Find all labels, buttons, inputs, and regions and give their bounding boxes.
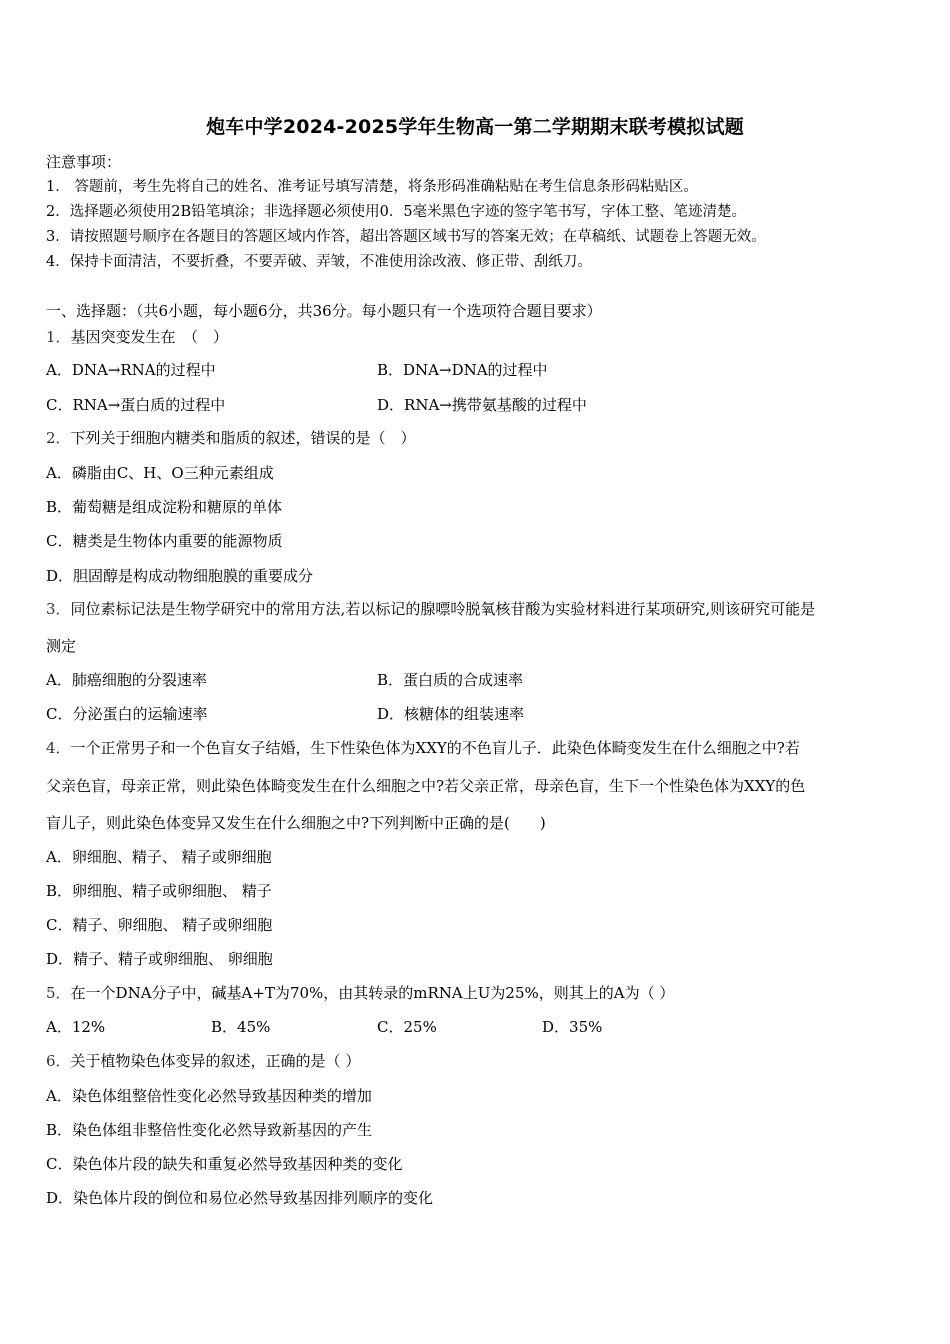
notice-item: 2．选择题必须使用2B铅笔填涂；非选择题必须使用0．5毫米黑色字迹的签字笔书写，字体工整、笔迹清楚。 <box>46 204 747 220</box>
question-text-continued: 盲儿子，则此染色体变异又发生在什么细胞之中?下列判断中正确的是( ) <box>46 814 546 832</box>
page-title: 炮车中学2024-2025学年生物高一第二学期期末联考模拟试题 <box>206 116 744 138</box>
question-number: 2． <box>46 429 71 447</box>
question-text-continued: 父亲色盲，母亲正常，则此染色体畸变发生在什么细胞之中?若父亲正常，母亲色盲，生下一个性染色体为XXY的色 <box>46 777 806 795</box>
question-text-continued: 测定 <box>46 637 77 655</box>
question-6-stem <box>46 1051 360 1071</box>
question-number: 4． <box>46 739 71 757</box>
option-a: A．染色体组整倍性变化必然导致基因种类的增加 <box>46 1087 372 1105</box>
option-d: D．精子、精子或卵细胞、 卵细胞 <box>46 950 273 968</box>
option-c: C．RNA→蛋白质的过程中 <box>46 396 226 414</box>
question-4-stem <box>46 738 800 758</box>
notice-item: 3．请按照题号顺序在各题目的答题区域内作答，超出答题区域书写的答案无效；在草稿纸、试题卷上答题无效。 <box>46 229 766 245</box>
question-number: 1． <box>46 328 71 346</box>
question-number: 3． <box>46 600 71 618</box>
option-d: D．35% <box>542 1018 603 1036</box>
option-b: B．DNA→DNA的过程中 <box>377 361 548 379</box>
option-a: A．卵细胞、精子、 精子或卵细胞 <box>46 848 272 866</box>
question-3-stem <box>46 599 815 619</box>
option-c: C．25% <box>377 1018 437 1036</box>
option-b: B．蛋白质的合成速率 <box>377 671 524 689</box>
question-text: 一个正常男子和一个色盲女子结婚，生下性染色体为XXY的不色盲儿子．此染色体畸变发生在什么细胞之中?若 <box>70 739 800 757</box>
option-a: A．12% <box>46 1018 106 1036</box>
notice-item: 1． 答题前，考生先将自己的姓名、准考证号填写清楚，将条形码准确粘贴在考生信息条形码粘贴区。 <box>46 179 698 195</box>
option-a: A．肺癌细胞的分裂速率 <box>46 671 207 689</box>
question-number: 5． <box>46 984 71 1002</box>
option-c: C．精子、卵细胞、 精子或卵细胞 <box>46 916 273 934</box>
option-d: D．染色体片段的倒位和易位必然导致基因排列顺序的变化 <box>46 1189 434 1207</box>
option-b: B．45% <box>211 1018 271 1036</box>
option-b: B．葡萄糖是组成淀粉和糖原的单体 <box>46 498 283 516</box>
option-c: C．分泌蛋白的运输速率 <box>46 705 208 723</box>
option-a: A．磷脂由C、H、O三种元素组成 <box>46 464 274 482</box>
question-text: 下列关于细胞内糖类和脂质的叙述，错误的是（ ） <box>70 429 416 447</box>
notice-heading: 注意事项： <box>46 153 122 171</box>
option-a: A．DNA→RNA的过程中 <box>46 361 216 379</box>
option-c: C．染色体片段的缺失和重复必然导致基因种类的变化 <box>46 1155 403 1173</box>
question-text: 在一个DNA分子中，碱基A+T为70%，由其转录的mRNA上U为25%，则其上的A为（ ） <box>70 984 675 1002</box>
question-5-stem <box>46 983 674 1003</box>
option-d: D．核糖体的组装速率 <box>377 705 525 723</box>
question-1-stem <box>46 327 228 347</box>
option-b: B．卵细胞、精子或卵细胞、 精子 <box>46 882 272 900</box>
option-d: D．胆固醇是构成动物细胞膜的重要成分 <box>46 567 314 585</box>
option-c: C．糖类是生物体内重要的能源物质 <box>46 532 283 550</box>
question-number: 6． <box>46 1052 71 1070</box>
notice-item: 4．保持卡面清洁，不要折叠，不要弄破、弄皱，不准使用涂改液、修正带、刮纸刀。 <box>46 254 592 270</box>
option-d: D．RNA→携带氨基酸的过程中 <box>377 396 587 414</box>
question-text: 关于植物染色体变异的叙述，正确的是（ ） <box>70 1052 361 1070</box>
option-b: B．染色体组非整倍性变化必然导致新基因的产生 <box>46 1121 373 1139</box>
question-2-stem <box>46 428 416 448</box>
section-heading: 一、选择题：（共6小题，每小题6分，共36分。每小题只有一个选项符合题目要求） <box>46 302 602 320</box>
question-text: 基因突变发生在 （ ） <box>70 328 229 346</box>
question-text: 同位素标记法是生物学研究中的常用方法,若以标记的腺嘌呤脱氧核苷酸为实验材料进行某项研究,则该研究可能是 <box>70 600 816 618</box>
